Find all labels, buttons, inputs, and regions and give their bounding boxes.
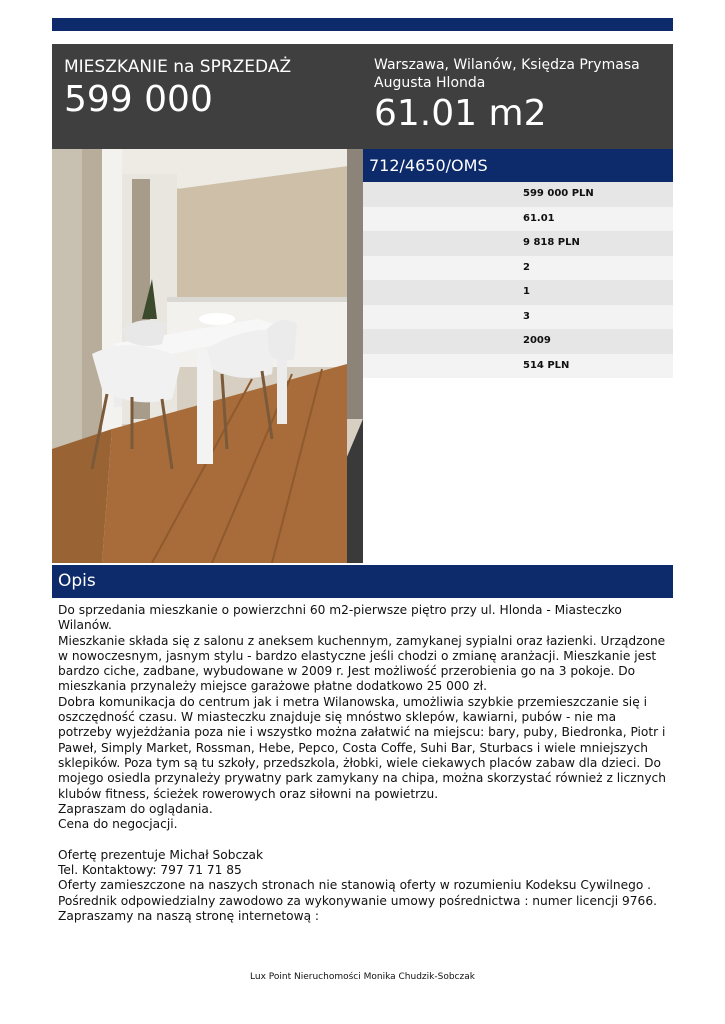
top-accent-bar xyxy=(52,18,673,31)
details-table xyxy=(363,182,673,378)
kitchen-dining-room-image xyxy=(52,149,363,563)
detail-row-rooms: 2 xyxy=(363,256,673,281)
detail-row-floor: 1 xyxy=(363,280,673,305)
header-right xyxy=(374,56,669,134)
price-headline: 599 000 xyxy=(64,79,213,120)
detail-row-year-built: 2009 xyxy=(363,329,673,354)
description-text: Do sprzedania mieszkanie o powierzchni 60 m2-pierwsze piętro przy ul. Hlonda - Miasteczko Wilanów. Mieszkanie składa się z salonu z aneksem kuchennym, zamykanej sypialni oraz łazienki. Urządzone w nowoczesnym, jasnym stylu - bardzo elastyczne jeśli chodzi o zmianę aranżacji. Mieszkanie jest bardzo ciche, zadbane, wybudowane w 2009 r. Jest możliwość przerobienia go na 3 pokoje. Do mieszkania przynależy miejsce garażowe płatne dodatkowo 25 000 zł. Dobra komunikacja do centrum jak i metra Wilanowska, umożliwia szybkie przemieszczanie się i oszczędność czasu. W miasteczku znajduje się mnóstwo sklepów, kawiarni, pubów - nie ma potrzeby wyjeżdżania poza nie i wszystko można załatwić na miejscu: bary, puby, Biedronka, Piotr i Paweł, Simply Market, Rossman, Hebe, Pepco, Costa Coffe, Suhi Bar, Sturbacs i wiele mniejszych sklepików. Poza tym są tu szkoły, przedszkola, żłobki, wiele ciekawych placów zabaw dla dzieci. Do mojego osiedla przynależy prywatny park zamykany na chipa, można skorzystać również z licznych klubów fitness, ścieżek rowerowych oraz siłowni na powietrzu. Zapraszam do oglądania. Cena do negocjacji. Ofertę prezentuje Michał Sobczak Tel. Kontaktowy: 797 71 71 85 Oferty zamieszczone na naszych stronach nie stanowią oferty w rozumieniu Kodeksu Cywilnego . Pośrednik odpowiedzialny zawodowo za wykonywanie umowy pośrednictwa : numer licencji 9766. Zapraszamy na naszą stronę internetową : xyxy=(58,603,666,923)
detail-row-rent: 514 PLN xyxy=(363,354,673,379)
detail-row-area: 61.01 xyxy=(363,207,673,232)
detail-row-price: 599 000 PLN xyxy=(363,182,673,207)
address: Warszawa, Wilanów, Księdza Prymasa Augusta Hlonda xyxy=(374,57,640,91)
offer-type: MIESZKANIE na SPRZEDAŻ xyxy=(64,57,292,77)
listing-header xyxy=(52,44,673,149)
area-headline: 61.01 m2 xyxy=(374,93,547,134)
footer-agency: Lux Point Nieruchomości Monika Chudzik-Sobczak xyxy=(250,972,475,982)
description-heading: Opis xyxy=(52,565,673,598)
detail-row-price-per-m2: 9 818 PLN xyxy=(363,231,673,256)
detail-row-floors-total: 3 xyxy=(363,305,673,330)
details-panel xyxy=(363,149,673,378)
reference-number: 712/4650/OMS xyxy=(363,149,673,182)
property-photo xyxy=(52,149,363,563)
header-left xyxy=(64,56,354,120)
